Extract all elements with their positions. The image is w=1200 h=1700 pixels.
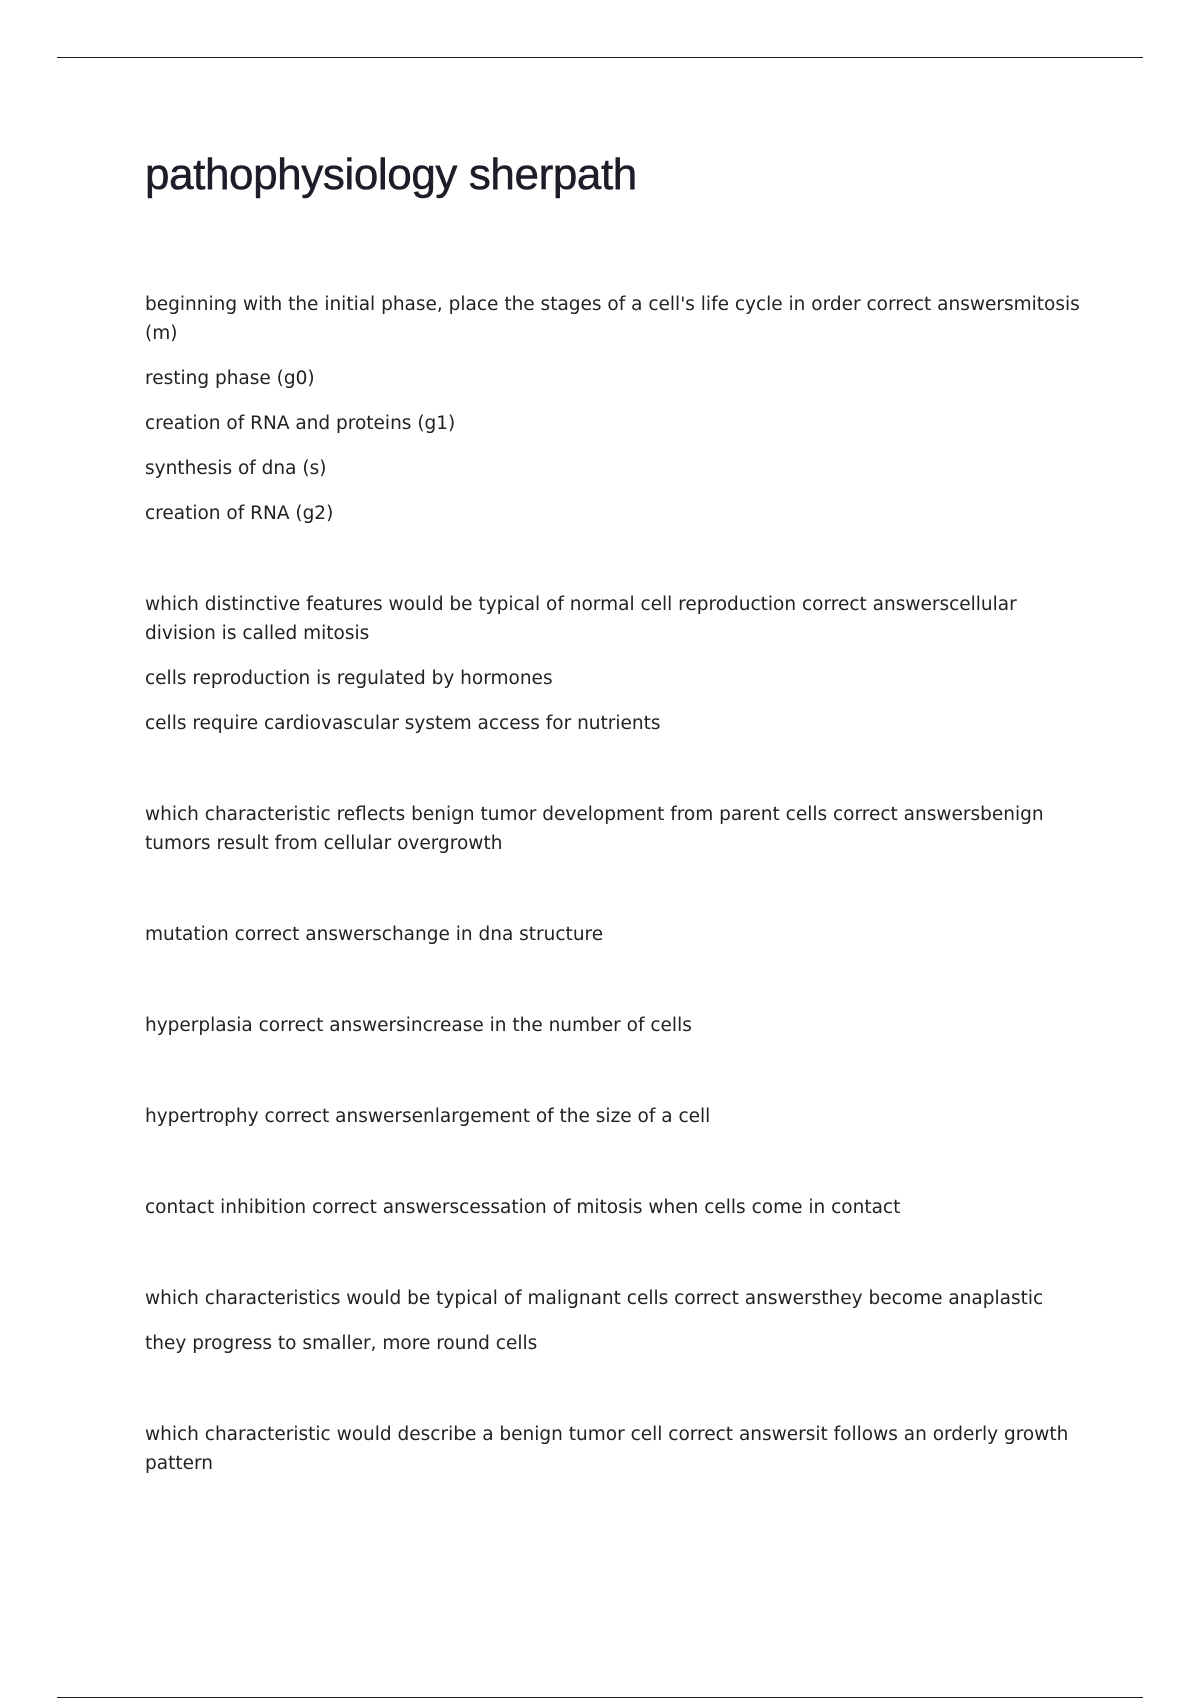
entry-line: which distinctive features would be typical of normal cell reproduction correct answerscellular division is called mitosis — [145, 594, 1017, 644]
entry-line: which characteristic reflects benign tumor development from parent cells correct answersbenign tumors result from cellular overgrowth — [145, 804, 1044, 854]
entry-line: which characteristic would describe a benign tumor cell correct answersit follows an orderly growth pattern — [145, 1424, 1069, 1474]
entry-line: hyperplasia correct answersincrease in the number of cells — [145, 1015, 692, 1036]
entry-line: cells reproduction is regulated by hormones — [145, 668, 553, 689]
entry-line: hypertrophy correct answersenlargement of the size of a cell — [145, 1106, 711, 1127]
entry-benign-tumor-cell — [145, 1420, 1090, 1478]
entry-line: creation of RNA (g2) — [145, 503, 334, 524]
entry-normal-cell-reproduction — [145, 590, 1090, 738]
entry-line: they progress to smaller, more round cells — [145, 1333, 538, 1354]
entry-line: creation of RNA and proteins (g1) — [145, 413, 456, 434]
document-title: pathophysiology sherpath — [145, 150, 637, 199]
entry-hypertrophy — [145, 1102, 1090, 1131]
top-rule — [57, 57, 1143, 58]
entry-line: resting phase (g0) — [145, 368, 315, 389]
document-body — [145, 290, 1090, 1540]
entry-line: mutation correct answerschange in dna structure — [145, 924, 604, 945]
entry-hyperplasia — [145, 1011, 1090, 1040]
entry-line: cells require cardiovascular system access for nutrients — [145, 713, 661, 734]
entry-mutation — [145, 920, 1090, 949]
bottom-rule — [57, 1697, 1143, 1698]
entry-malignant-cells — [145, 1284, 1090, 1358]
entry-benign-tumor-development — [145, 800, 1090, 858]
entry-line: beginning with the initial phase, place the stages of a cell's life cycle in order correct answersmitosis (m) — [145, 294, 1080, 344]
entry-cell-cycle — [145, 290, 1090, 528]
entry-line: contact inhibition correct answerscessation of mitosis when cells come in contact — [145, 1197, 901, 1218]
entry-line: which characteristics would be typical of malignant cells correct answersthey become anaplastic — [145, 1288, 1044, 1309]
entry-contact-inhibition — [145, 1193, 1090, 1222]
entry-line: synthesis of dna (s) — [145, 458, 327, 479]
